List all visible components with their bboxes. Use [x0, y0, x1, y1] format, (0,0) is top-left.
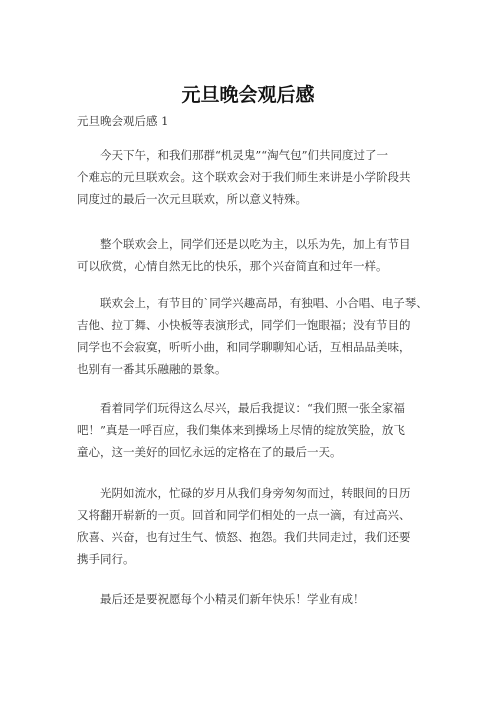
paragraph-4	[77, 397, 437, 463]
paragraph-3	[77, 292, 437, 380]
paragraph-line: 光阴如流水，忙碌的岁月从我们身旁匆匆而过，转眼间的日历	[100, 486, 411, 500]
section-heading: 元旦晚会观后感 1	[77, 114, 169, 128]
paragraph-line: 也别有一番其乐融融的景象。	[77, 362, 227, 376]
paragraph-line: 个难忘的元旦联欢会。这个联欢会对于我们师生来讲是小学阶段共	[77, 170, 411, 184]
paragraph-1	[77, 144, 437, 210]
paragraph-line: 欣喜、兴奋，也有过生气、愤怒、抱怨。我们共同走过，我们还要	[77, 530, 411, 544]
paragraph-2	[77, 233, 437, 277]
paragraph-line: 同度过的最后一次元旦联欢，所以意义特殊。	[77, 192, 307, 206]
paragraph-line: 吧！”真是一呼百应，我们集体来到操场上尽情的绽放笑脸，放飞	[77, 423, 405, 437]
paragraph-6	[77, 588, 437, 610]
paragraph-5	[77, 482, 437, 570]
paragraph-line: 携手同行。	[77, 552, 135, 566]
paragraph-line: 吉他、拉丁舞、小快板等表演形式，同学们一饱眼福；没有节目的	[77, 318, 411, 332]
paragraph-line: 最后还是要祝愿每个小精灵们新年快乐！学业有成！	[100, 592, 365, 606]
paragraph-line: 整个联欢会上，同学们还是以吃为主，以乐为先，加上有节目	[100, 237, 411, 251]
paragraph-line: 联欢会上，有节目的`同学兴趣高昂，有独唱、小合唱、电子琴、	[100, 296, 428, 310]
paragraph-line: 童心，这一美好的回忆永远的定格在了的最后一天。	[77, 445, 342, 459]
paragraph-line: 可以欣赏，心情自然无比的快乐，那个兴奋简直和过年一样。	[77, 259, 388, 273]
paragraph-line: 今天下午，和我们那群“机灵鬼”“淘气包”们共同度过了一	[100, 148, 389, 162]
paragraph-line: 同学也不会寂寞，听听小曲，和同学聊聊知心话，互相品品美味，	[77, 340, 411, 354]
paragraph-line: 又将翻开崭新的一页。回首和同学们相处的一点一滴，有过高兴、	[77, 508, 411, 522]
paragraph-line: 看着同学们玩得这么尽兴，最后我提议：“我们照一张全家福	[100, 401, 405, 415]
page-title: 元旦晚会观后感	[181, 84, 315, 106]
